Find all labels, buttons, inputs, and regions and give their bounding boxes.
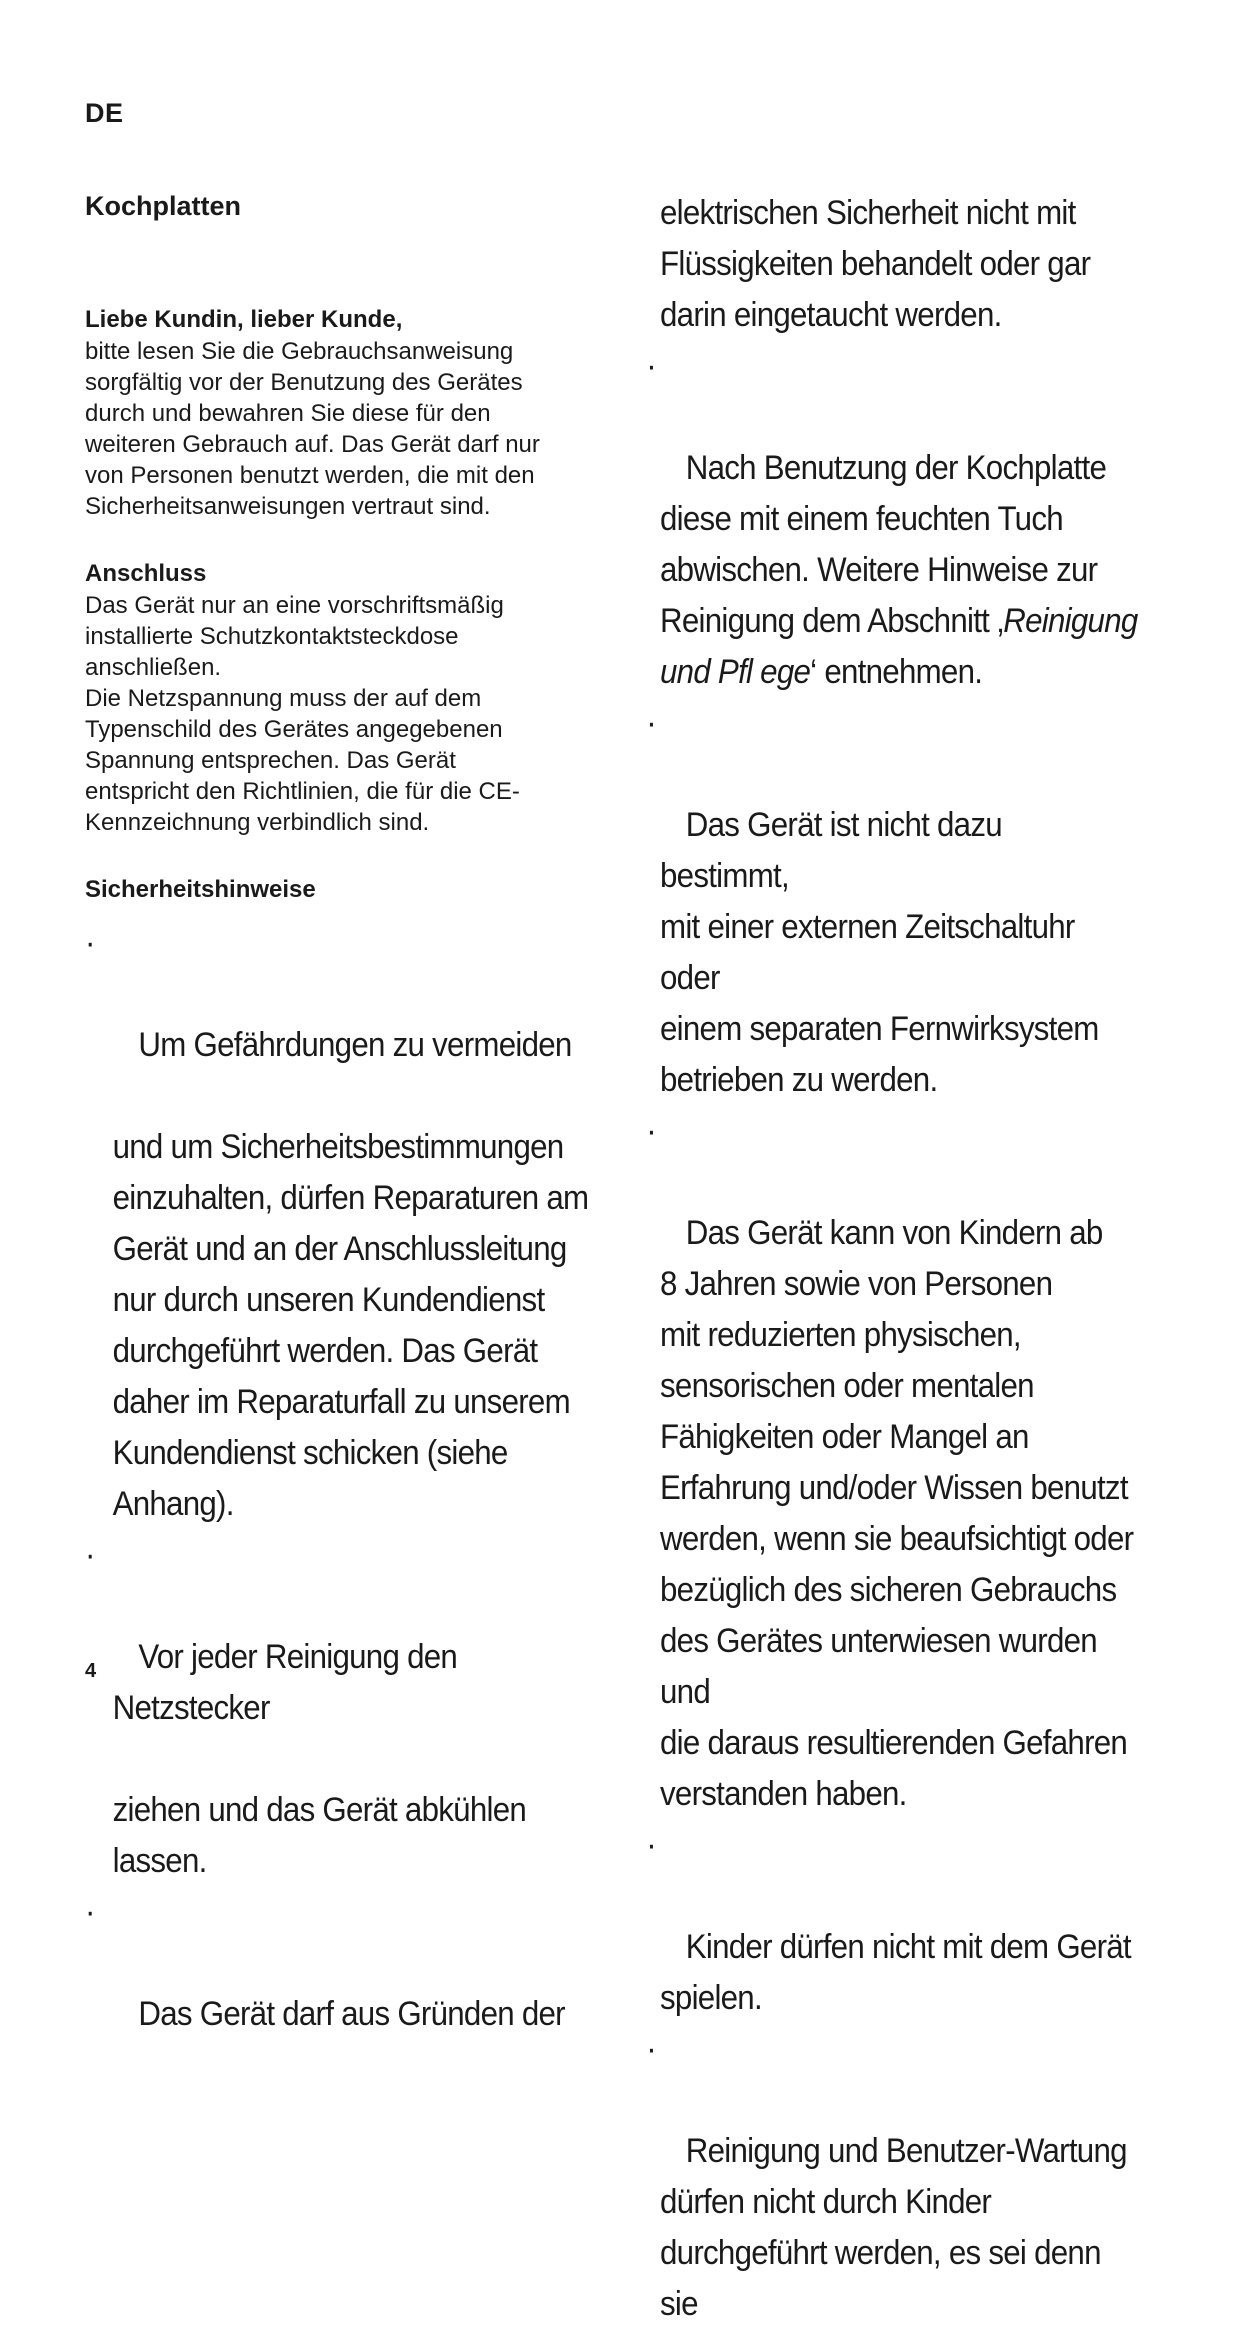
care-ref-tail: ‘ entnehmen.: [810, 653, 983, 691]
language-tag: DE: [85, 98, 124, 128]
anschluss-paragraph: Das Gerät nur an eine vorschriftsmäßig installierte Schutzkontaktsteckdose anschließen. Die Netzspannung muss der auf dem Typenschild des Gerätes angegebenen Spannung entsprechen. Das Gerät entspricht den Richtlinien, die für die CE- Kennzeichnung verbindlich sind.: [85, 592, 520, 836]
safety-list-continued: [646, 341, 1138, 2330]
list-item: [646, 2024, 1138, 2330]
list-item-text: dürfen nicht durch Kinder durchgeführt werden, es sei denn sie: [660, 2183, 1101, 2323]
continued-text: elektrischen Sicherheit nicht mit Flüssigkeiten behandelt oder gar darin eingetaucht werden.: [660, 194, 1091, 334]
safety-heading: Sicherheitshinweise: [85, 876, 316, 903]
list-item: [646, 1106, 1138, 1820]
bullet-icon: ·: [646, 1826, 656, 1864]
list-item: [646, 341, 1138, 698]
list-item-text: spielen.: [660, 1979, 762, 2017]
care-section-ref-2: und Pfl ege: [660, 653, 811, 691]
bullet-icon: ·: [85, 1893, 95, 1931]
care-section-ref: Reinigung: [1003, 602, 1138, 640]
bullet-icon: ·: [85, 1536, 95, 1574]
safety-list: [85, 918, 600, 2040]
bullet-icon: ·: [646, 704, 656, 742]
left-column: [85, 188, 645, 2040]
list-item-first-line: Nach Benutzung der Kochplatte: [685, 449, 1107, 487]
list-item-first-line: Das Gerät darf aus Gründen der: [138, 1995, 565, 2033]
greeting-heading: Liebe Kundin, lieber Kunde,: [85, 306, 403, 333]
list-item-first-line: Das Gerät kann von Kindern ab: [685, 1214, 1103, 1252]
right-column: [646, 188, 1138, 2330]
list-item-first-line: Um Gefährdungen zu vermeiden: [138, 1026, 572, 1064]
list-item: [85, 1530, 600, 1887]
list-item-first-line: Das Gerät ist nicht dazu bestimmt,: [660, 806, 1002, 895]
bullet-icon: ·: [646, 347, 656, 385]
list-item: [85, 918, 600, 1530]
anschluss-heading: Anschluss: [85, 560, 207, 587]
list-item-text: und um Sicherheitsbestimmungen einzuhalten, dürfen Reparaturen am Gerät und an der Anschlussleitung nur durch unseren Kundendienst durchgeführt werden. Das Gerät daher im Reparaturfall zu unserem Kundendienst schicken (siehe Anhang).: [112, 1128, 589, 1523]
list-item-text: 8 Jahren sowie von Personen mit reduzierten physischen, sensorischen oder mentalen Fähigkeiten oder Mangel an Erfahrung und/oder Wissen benutzt werden, wenn sie beaufsichtigt oder bezüglich des sicheren Gebrauchs des Gerätes unterwiesen wurden und die daraus resultierenden Gefahren verstanden haben.: [660, 1265, 1134, 1813]
bullet-icon: ·: [85, 924, 95, 962]
list-item: [85, 1887, 600, 2040]
list-item-first-line: Kinder dürfen nicht mit dem Gerät: [685, 1928, 1131, 1966]
intro-paragraph: bitte lesen Sie die Gebrauchsanweisung sorgfältig vor der Benutzung des Gerätes durch und bewahren Sie diese für den weiteren Gebrauch auf. Das Gerät darf nur von Personen benutzt werden, die mit den Sicherheitsanweisungen vertraut sind.: [85, 338, 540, 520]
list-item-text: diese mit einem feuchten Tuch abwischen. Weitere Hinweise zur Reinigung dem Abschnitt ‚: [660, 500, 1098, 640]
bullet-icon: ·: [646, 1112, 656, 1150]
list-item-text: ziehen und das Gerät abkühlen lassen.: [112, 1791, 527, 1880]
list-item-first-line: Vor jeder Reinigung den Netzstecker: [112, 1638, 458, 1727]
list-item-first-line: Reinigung und Benutzer-Wartung: [685, 2132, 1127, 2170]
page-title: Kochplatten: [85, 191, 242, 221]
list-item: [646, 1820, 1138, 2024]
list-item: [646, 698, 1138, 1106]
page-number: 4: [85, 1660, 97, 1682]
list-item-text: mit einer externen Zeitschaltuhr oder einem separaten Fernwirksystem betrieben zu werden.: [660, 908, 1099, 1099]
bullet-icon: ·: [646, 2030, 656, 2068]
